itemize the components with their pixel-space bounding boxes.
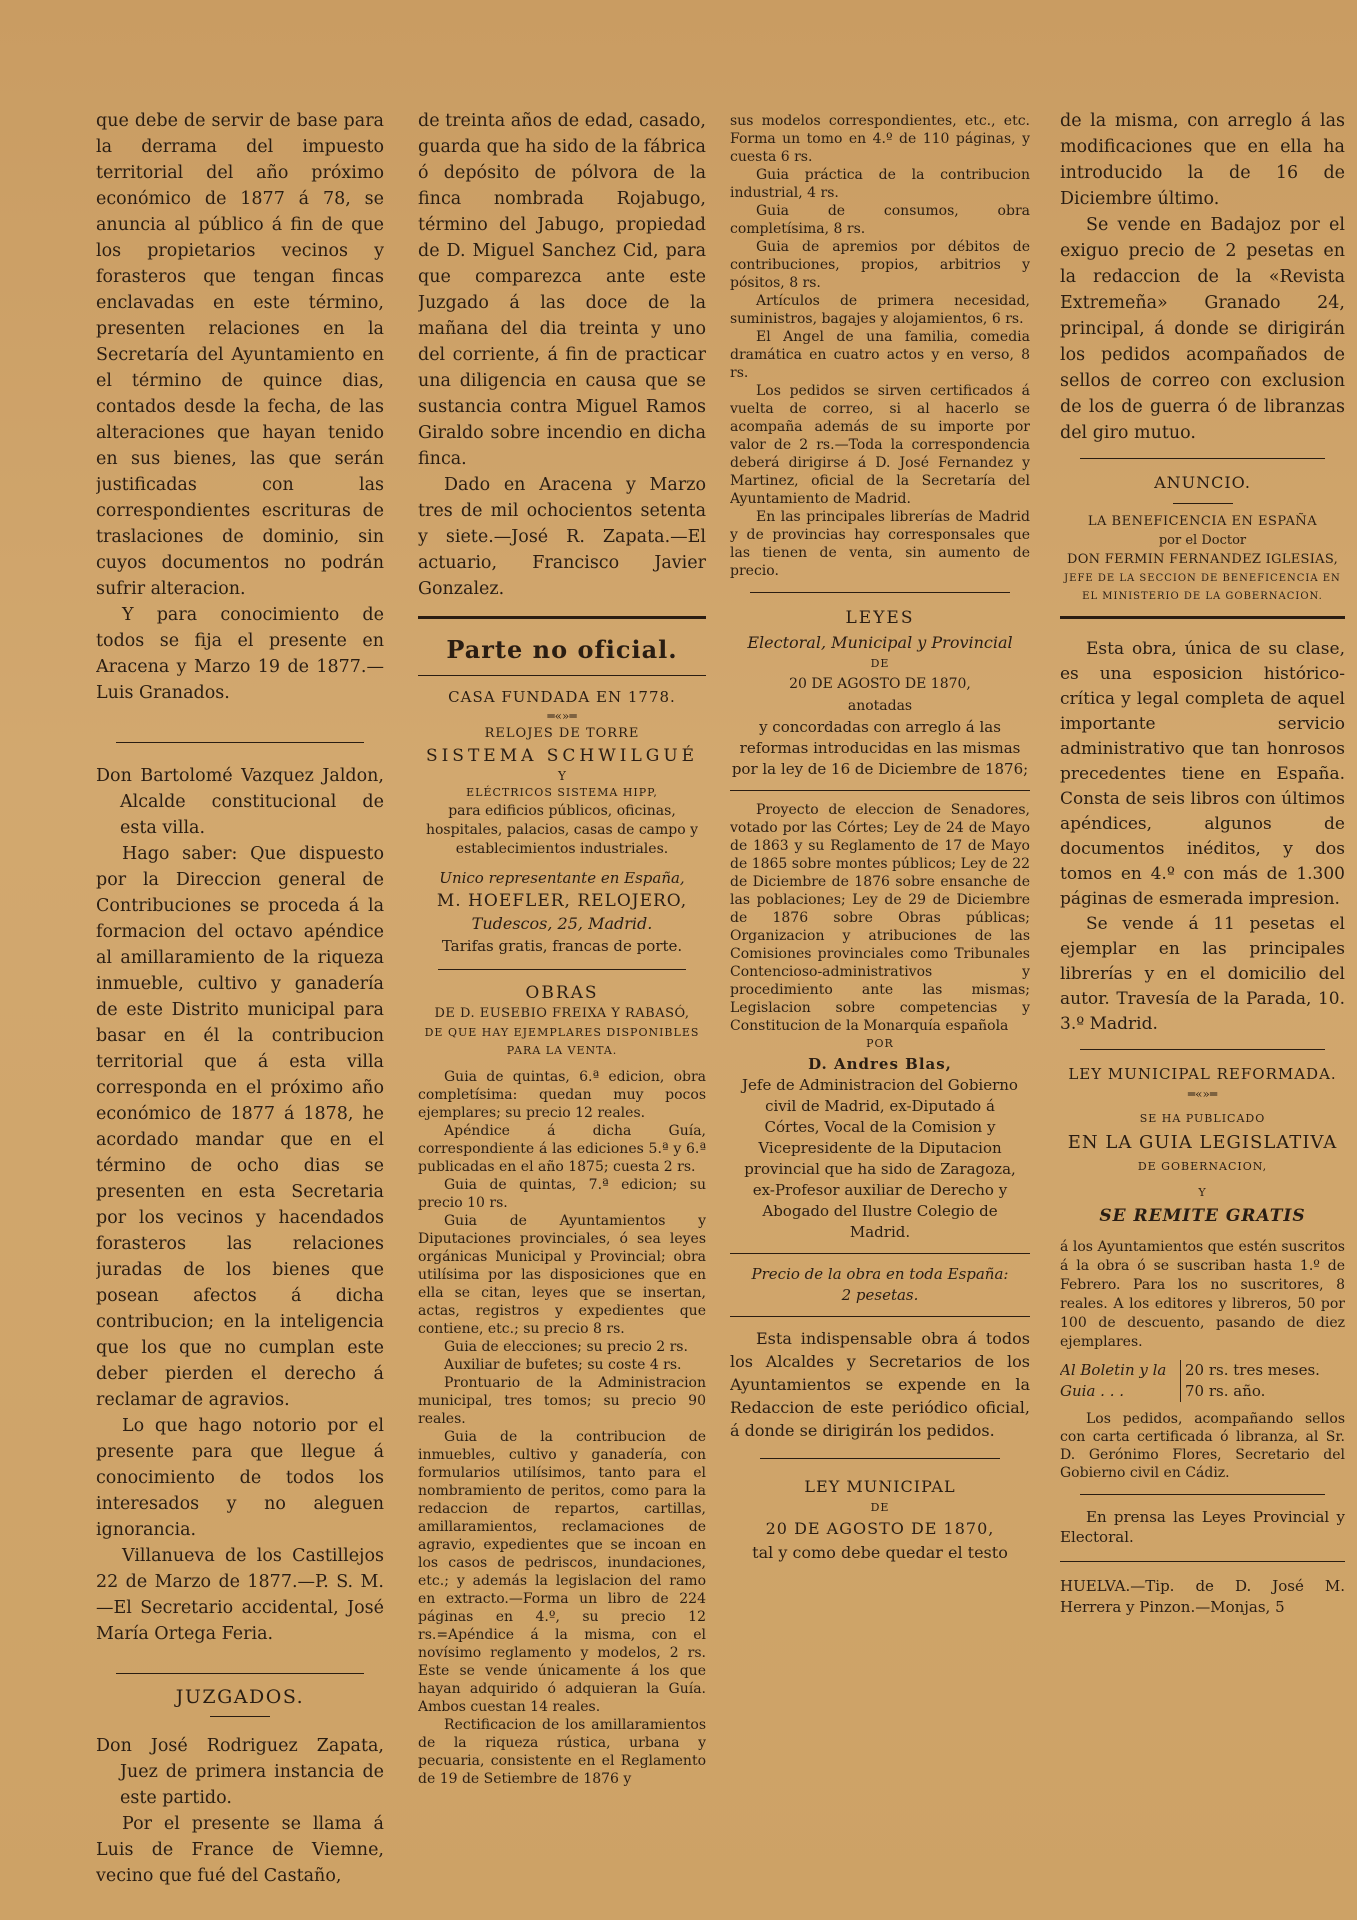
announcement-text: que debe de servir de base para la derrama del impuesto territorial del año próximo económico de 1877 á 78, se anuncia al público á fin de que los propietarios vecinos y forasteros que tengan fincas enclavadas en este término, presenten relaciones en la Secretaría del Ayuntamiento en el término de quince dias, contados desde la fecha, de las alteraciones que hayan tenido en sus bienes, las que serán justificadas con las correspondientes escrituras de traslaciones de dominio, sin cuyos documentos no podrán sufrir alteracion. xyxy=(96,111,384,599)
revista-continued: de la misma, con arreglo á las modificaciones que en ella ha introducido la de 16 de Diciembre último. xyxy=(1060,111,1345,209)
ad-hoefler: M. HOEFLER, RELOJERO, xyxy=(436,891,688,911)
leyes-de: DE xyxy=(870,657,890,670)
obras-item: En las principales librerías de Madrid y de provincias hay corresponsales que las tienen de venta, sin aumento de precio. xyxy=(730,509,1030,579)
ornament: ═«»═ xyxy=(547,709,577,723)
divider xyxy=(1060,1561,1345,1562)
obras-item: Artículos de primera necesidad, suministros, bagajes y alojamientos, 6 rs. xyxy=(730,293,1030,327)
precio-boletin xyxy=(1060,1360,1345,1402)
ad-tarifas: Tarifas gratis, francas de porte. xyxy=(441,937,683,955)
ley-municipal-tal: tal y como debe quedar el testo xyxy=(752,1543,1008,1562)
leyes-subtitle: Electoral, Municipal y Provincial xyxy=(747,633,1013,652)
leyes-anotadas: anotadas xyxy=(847,698,913,714)
boletin-label-2: Guia . . . xyxy=(1060,1382,1124,1400)
column-2 xyxy=(418,108,706,1900)
ley-municipal-title: LEY MUNICIPAL xyxy=(804,1477,956,1496)
ad-para: para edificios públicos, oficinas, hospitales, palacios, casas de campo y establecimientos industriales. xyxy=(425,803,699,857)
leyes-proyecto: Proyecto de eleccion de Senadores, votado por las Córtes; Ley de 24 de Mayo de 1863 y su Reglamento de 17 de Mayo de 1865 sobre montes públicos; Ley de 22 de Diciembre de 1876 sobre ensanche de las poblaciones; Ley de 29 de Diciembre de 1876 sobre Obras públicas; Organizacion y atribuciones de las Comisiones provinciales como Tribunales Contencioso-administrativos y procedimiento ante las mismas; Legislacion sobre competencias y Constitucion de la Monarquía española xyxy=(730,802,1030,1034)
en-prensa: En prensa las Leyes Provincial y Electoral. xyxy=(1060,1508,1345,1546)
ornament: ═«»═ xyxy=(1187,1087,1218,1101)
alcalde-intro: Don Bartolomé Vazquez Jaldon, Alcalde constitucional de esta villa. xyxy=(96,766,384,838)
ad-tudescos: Tudescos, 25, Madrid. xyxy=(471,914,653,933)
ley-municipal-de: DE xyxy=(870,1501,890,1514)
leyes-autor: D. Andres Blas, xyxy=(808,1055,952,1073)
obras-item: Prontuario de la Administracion municipal, tres tomos; su precio 90 reales. xyxy=(418,1375,706,1427)
divider xyxy=(210,1716,270,1717)
obras-subtitle: DE QUE HAY EJEMPLARES DISPONIBLES PARA LA VENTA. xyxy=(424,1026,700,1057)
obras-item: Guia de Ayuntamientos y Diputaciones provinciales, ó sea leyes orgánicas Municipal y Provincial; obra utilísima por las disposiciones que en ella se citan, leyes que se insertan, actas, registros y expedientes que contiene, etc.; su precio 8 rs. xyxy=(418,1213,706,1337)
ley-municipal-fecha: 20 DE AGOSTO DE 1870, xyxy=(765,1519,995,1538)
leyes-por: POR xyxy=(866,1037,894,1050)
divider xyxy=(1080,1049,1325,1050)
obras-title: OBRAS xyxy=(525,983,599,1003)
boletin-valor-2: 70 rs. año. xyxy=(1185,1382,1266,1400)
alcalde-signature: Villanueva de los Castillejos 22 de Marzo de 1877.—P. S. M.—El Secretario accidental, José María Ortega Feria. xyxy=(96,1546,384,1644)
obras-item: Guia de la contribucion de inmuebles, cultivo y ganadería, con formularios utilísimos, tanto para el nombramiento de peritos, como para la redaccion de repartos, cartillas, amillaramientos, reclamaciones de agravio, expedientes que se incoan en los casos de pedriscos, inundaciones, etc.; y además la legislacion del ramo en extracto.—Forma un libro de 224 páginas en 4.º, su precio 12 rs.=Apéndice á la misma, con el novísimo reglamento y modelos, 2 rs. Este se vende únicamente á los que hayan adquirido ó adquieran la Guía. Ambos cuestan 14 reales. xyxy=(418,1429,706,1715)
obras-author: DE D. EUSEBIO FREIXA Y RABASÓ, xyxy=(434,1006,690,1021)
juez-intro: Don José Rodriguez Zapata, Juez de primera instancia de este partido. xyxy=(96,1736,384,1808)
obras-item: Guia de quintas, 6.ª edicion, obra completísima: quedan muy pocos ejemplares; su precio 12 reales. xyxy=(418,1069,706,1121)
juez-signature: Dado en Aracena y Marzo tres de mil ochocientos setenta y siete.—José R. Zapata.—El actuario, Francisco Javier Gonzalez. xyxy=(418,475,706,599)
section-title-parte-no-oficial: Parte no oficial. xyxy=(446,635,678,664)
obras-item: El Angel de una familia, comedia dramática en cuatro actos y en verso, 8 rs. xyxy=(730,329,1030,381)
obras-item: Guia de consumos, obra completísima, 8 rs. xyxy=(730,203,1030,237)
divider xyxy=(1173,503,1233,504)
leyes-indispensable: Esta indispensable obra á todos los Alcaldes y Secretarios de los Ayuntamientos se expende en la Redaccion de este periódico oficial, á donde se dirigirán los pedidos. xyxy=(730,1329,1030,1440)
divider xyxy=(1080,1494,1325,1495)
obras-item: Guia de apremios por débitos de contribuciones, propios, arbitrios y pósitos, 8 rs. xyxy=(730,239,1030,291)
precio-label: Precio de la obra en toda España: xyxy=(751,1265,1009,1283)
precio-boletin-valor xyxy=(1180,1360,1320,1402)
guia-legislativa: EN LA GUIA LEGISLATIVA xyxy=(1067,1132,1338,1153)
leyes-fecha: 20 DE AGOSTO DE 1870, xyxy=(789,676,971,692)
juez-body: Por el presente se llama á Luis de France de Viemne, vecino que fué del Castaño, xyxy=(96,1814,384,1886)
ley-reformada-title: LEY MUNICIPAL REFORMADA. xyxy=(1068,1065,1337,1083)
anuncio-por-doctor: por el Doctor xyxy=(1158,533,1247,548)
ad-unico: Unico representante en España, xyxy=(439,869,685,887)
obras-item: sus modelos correspondientes, etc., etc. Forma un tomo en 4.º de 110 páginas, y cuesta 6 rs. xyxy=(730,113,1030,165)
divider xyxy=(116,742,364,743)
anuncio-venta: Se vende á 11 pesetas el ejemplar en las principales librerías y en el domicilio del autor. Travesía de la Parada, 10. 3.º Madrid. xyxy=(1060,914,1345,1034)
conj-y: Y xyxy=(1198,1186,1207,1199)
precio-valor: 2 pesetas. xyxy=(841,1286,919,1304)
juez-body-continued: de treinta años de edad, casado, guarda que ha sido de la fábrica ó depósito de pólvora de la finca nombrada Rojabugo, término del Jabugo, propiedad de D. Miguel Sanchez Cid, para que comparezca ante este Juzgado á las doce de la mañana del dia treinta y uno del corriente, á fin de practicar una diligencia en causa que se sustancia contra Miguel Ramos Giraldo sobre incendio en dicha finca. xyxy=(418,111,706,469)
obras-item: Apéndice á dicha Guía, correspondiente á las ediciones 5.ª y 6.ª publicadas en el año 1875; cuesta 2 rs. xyxy=(418,1123,706,1175)
anuncio-title: ANUNCIO. xyxy=(1154,473,1251,492)
divider xyxy=(730,790,1030,791)
pedidos-texto: Los pedidos, acompañando sellos con carta certificada ó libranza, al Sr. D. Gerónimo Flores, Secretario del Gobierno civil en Cádiz. xyxy=(1060,1411,1345,1481)
divider xyxy=(418,616,706,619)
alcalde-body: Hago saber: Que dispuesto por la Direccion general de Contribuciones se proceda á la formacion del octavo apéndice al amillaramiento de la riqueza inmueble, cultivo y ganadería de este Distrito municipal para basar en él la contribucion territorial que á esta villa corresponda en el próximo año económico de 1877 á 1878, he acordado mandar que en el término de ocho dias se presenten en esta Secretaria por los vecinos y hacendados forasteros las relaciones juradas de los bienes que posean afectos á dicha contribucion; en la inteligencia que los que no cumplan este deber pierden el derecho á reclamar de agravios. xyxy=(96,844,384,1410)
column-4 xyxy=(1060,108,1345,1900)
anuncio-autor: DON FERMIN FERNANDEZ IGLESIAS, xyxy=(1067,552,1338,567)
obras-item: Rectificacion de los amillaramientos de la riqueza rústica, urbana y pecuaria, consistente en el Reglamento de 19 de Setiembre de 1876 y xyxy=(418,1717,706,1787)
obras-item: Los pedidos se sirven certificados á vuelta de correo, si al hacerlo se acompaña además de su importe por valor de 2 rs.—Toda la correspondencia deberá dirigirse á D. José Fernandez y Martinez, oficial de la Secretaría del Ayuntamiento de Madrid. xyxy=(730,383,1030,507)
leyes-concordadas: y concordadas con arreglo á las reformas introducidas en las mismas por la ley de 16 de Diciembre de 1876; xyxy=(731,718,1029,778)
divider xyxy=(730,1253,1030,1254)
precio-boletin-label xyxy=(1060,1360,1180,1402)
divider xyxy=(438,969,686,970)
divider xyxy=(1080,458,1325,459)
divider xyxy=(116,1673,364,1674)
column-3 xyxy=(730,112,1030,1900)
announcement-signature: Y para conocimiento de todos se fija el presente en Aracena y Marzo 19 de 1877.—Luis Granados. xyxy=(96,605,384,703)
ad-sistema: SISTEMA SCHWILGUÉ xyxy=(425,746,699,766)
ad-relojes: RELOJES DE TORRE xyxy=(484,726,640,741)
de-gobernacion: DE GOBERNACION, xyxy=(1137,1160,1268,1173)
divider xyxy=(1060,616,1345,619)
obras-item: Guia de elecciones; su precio 2 rs. xyxy=(444,1339,688,1355)
boletin-valor-1: 20 rs. tres meses. xyxy=(1185,1361,1320,1379)
obras-item: Guia de quintas, 7.ª edicion; su precio 10 rs. xyxy=(418,1177,706,1211)
imprenta-pie: HUELVA.—Tip. de D. José M. Herrera y Pinzon.—Monjas, 5 xyxy=(1060,1577,1345,1616)
suscripcion-texto: á los Ayuntamientos que estén suscritos á la obra ó se suscriban hasta 1.º de Febrero. Para los no suscritores, 8 reales. A los editores y libreros, 50 por 100 de descuento, pasando de diez ejemplares. xyxy=(1060,1239,1345,1350)
anuncio-jefe: JEFE DE LA SECCION DE BENEFICENCIA EN EL MINISTERIO DE LA GOBERNACION. xyxy=(1064,573,1341,602)
obras-item: Guia práctica de la contribucion industrial, 4 rs. xyxy=(730,167,1030,201)
alcalde-notice: Lo que hago notorio por el presente para que llegue á conocimiento de todos los interesados y no aleguen ignorancia. xyxy=(96,1416,384,1540)
leyes-title: LEYES xyxy=(845,608,915,628)
ad-electricos: ELÉCTRICOS SISTEMA HIPP, xyxy=(466,786,658,799)
column-1 xyxy=(96,108,384,1900)
divider xyxy=(760,1458,1000,1459)
se-remite-gratis: SE REMITE GRATIS xyxy=(1099,1206,1306,1226)
leyes-cargo: Jefe de Administracion del Gobierno civil de Madrid, ex-Diputado á Córtes, Vocal de la Comision y Vicepresidente de la Diputacion provincial que ha sido de Zaragoza, ex-Profesor auxiliar de Derecho y Abogado del Ilustre Colegio de Madrid. xyxy=(742,1076,1018,1241)
ad-y: Y xyxy=(558,769,566,783)
obras-item: Auxiliar de bufetes; su coste 4 rs. xyxy=(444,1357,682,1373)
divider xyxy=(730,1316,1030,1317)
revista-vende: Se vende en Badajoz por el exiguo precio de 2 pesetas en la redaccion de la «Revista Extremeña» Granado 24, principal, á donde se dirigirán los pedidos acompañados de sellos de correo con exclusion de los de guerra ó de libranzas del giro mutuo. xyxy=(1060,215,1345,443)
anuncio-obra-title: LA BENEFICENCIA EN ESPAÑA xyxy=(1087,514,1318,529)
divider xyxy=(750,592,1010,593)
se-ha-publicado: SE HA PUBLICADO xyxy=(1139,1112,1266,1125)
anuncio-descripcion: Esta obra, única de su clase, es una esposicion histórico-crítica y legal completa de aquel importante servicio administrativo que tan honrosos precedentes tiene en España. Consta de seis libros con últimos apéndices, algunos de documentos inéditos, y dos tomos en 4.º con más de 1.300 páginas de esmerada impresion. xyxy=(1060,639,1345,909)
section-title-juzgados: JUZGADOS. xyxy=(175,1686,305,1708)
divider xyxy=(418,675,706,676)
ad-casa: CASA FUNDADA EN 1778. xyxy=(448,688,676,706)
boletin-label-1: Al Boletin y la xyxy=(1060,1361,1167,1379)
